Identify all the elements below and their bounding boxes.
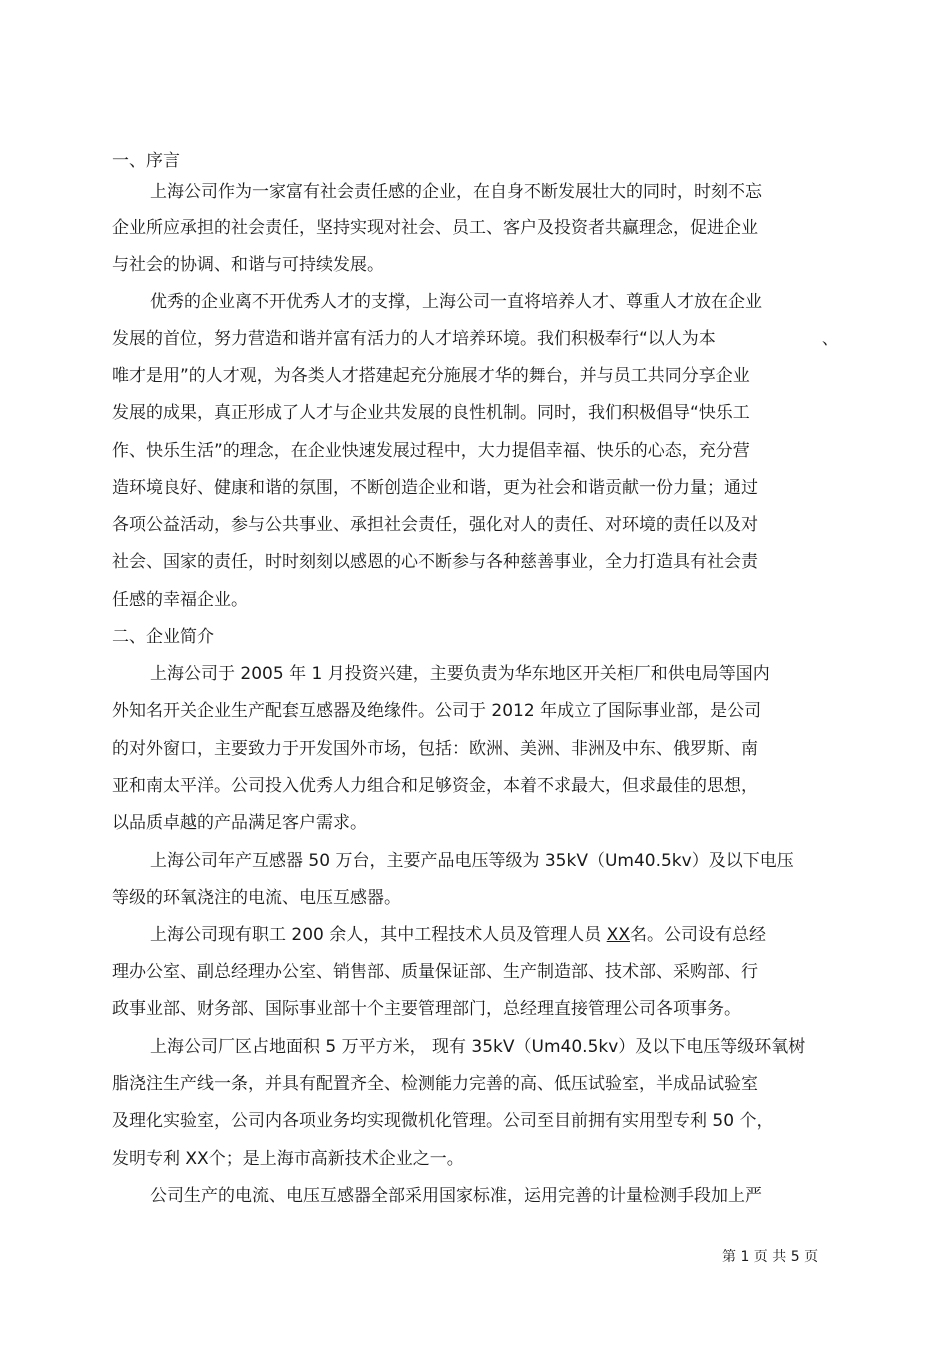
- paragraph-line: 脂浇注生产线一条，并具有配置齐全、检测能力完善的高、低压试验室，半成品试验室: [112, 1074, 758, 1094]
- paragraph-line: 作、快乐生活”的理念，在企业快速发展过程中，大力提倡幸福、快乐的心态，充分营: [112, 441, 750, 461]
- paragraph-line: 及理化实验室，公司内各项业务均实现微机化管理。公司至目前拥有实用型专利 50 个，: [112, 1111, 774, 1131]
- paragraph-line: 唯才是用”的人才观，为各类人才搭建起充分施展才华的舞台，并与员工共同分享企业: [112, 366, 750, 386]
- paragraph-line: 公司生产的电流、电压互感器全部采用国家标准，运用完善的计量检测手段加上严: [150, 1186, 762, 1206]
- paragraph-line: 优秀的企业离不开优秀人才的支撑，上海公司一直将培养人才、尊重人才放在企业: [150, 292, 762, 312]
- paragraph-line: 亚和南太平洋。公司投入优秀人力组合和足够资金，本着不求最大，但求最佳的思想，: [112, 776, 758, 796]
- paragraph-line: 上海公司年产互感器 50 万台，主要产品电压等级为 35kV（Um40.5kv）及以下电压: [150, 851, 794, 871]
- paragraph-line: 与社会的协调、和谐与可持续发展。: [112, 255, 384, 275]
- paragraph-line: 企业所应承担的社会责任，坚持实现对社会、员工、客户及投资者共赢理念，促进企业: [112, 218, 758, 238]
- paragraph-line: 上海公司厂区占地面积 5 万平方米， 现有 35kV（Um40.5kv）及以下电压等级环氧树: [150, 1037, 806, 1057]
- paragraph-line: 外知名开关企业生产配套互感器及绝缘件。公司于 2012 年成立了国际事业部，是公司: [112, 701, 762, 721]
- paragraph-line: 造环境良好、健康和谐的氛围，不断创造企业和谐，更为社会和谐贡献一份力量；通过: [112, 478, 758, 498]
- paragraph-line: 上海公司于 2005 年 1 月投资兴建，主要负责为华东地区开关柜厂和供电局等国内: [150, 664, 770, 684]
- paragraph-text: 上海公司现有职工 200 余人，其中工程技术人员及管理人员: [150, 925, 607, 945]
- paragraph-line: 理办公室、副总经理办公室、销售部、质量保证部、生产制造部、技术部、采购部、行: [112, 962, 758, 982]
- page-number: 第 1 页 共 5 页: [722, 1249, 819, 1265]
- paragraph-line: 任感的幸福企业。: [112, 590, 248, 610]
- paragraph-text: 名。公司设有总经: [629, 925, 766, 945]
- paragraph-line: 社会、国家的责任，时时刻刻以感恩的心不断参与各种慈善事业，全力打造具有社会责: [112, 552, 758, 572]
- section-heading-intro: 二、企业简介: [112, 627, 214, 647]
- paragraph-line: 上海公司作为一家富有社会责任感的企业，在自身不断发展壮大的同时，时刻不忘: [150, 182, 762, 202]
- paragraph-line: 各项公益活动，参与公共事业、承担社会责任，强化对人的责任、对环境的责任以及对: [112, 515, 758, 535]
- paragraph-line: 发展的首位，努力营造和谐并富有活力的人才培养环境。我们积极奉行“以人为本: [112, 329, 716, 349]
- section-heading-preface: 一、序言: [112, 151, 180, 171]
- paragraph-line: [150, 924, 766, 946]
- paragraph-line: 政事业部、财务部、国际事业部十个主要管理部门，总经理直接管理公司各项事务。: [112, 999, 741, 1019]
- paragraph-line-tail: 、: [822, 329, 838, 349]
- paragraph-line: 发明专利 XX个；是上海市高新技术企业之一。: [112, 1149, 464, 1169]
- paragraph-line: 等级的环氧浇注的电流、电压互感器。: [112, 888, 401, 908]
- paragraph-line: 以品质卓越的产品满足客户需求。: [112, 813, 367, 833]
- placeholder-count: XX: [606, 925, 630, 945]
- paragraph-line: 的对外窗口，主要致力于开发国外市场，包括：欧洲、美洲、非洲及中东、俄罗斯、南: [112, 739, 758, 759]
- paragraph-line: 发展的成果，真正形成了人才与企业共发展的良性机制。同时，我们积极倡导“快乐工: [112, 403, 750, 423]
